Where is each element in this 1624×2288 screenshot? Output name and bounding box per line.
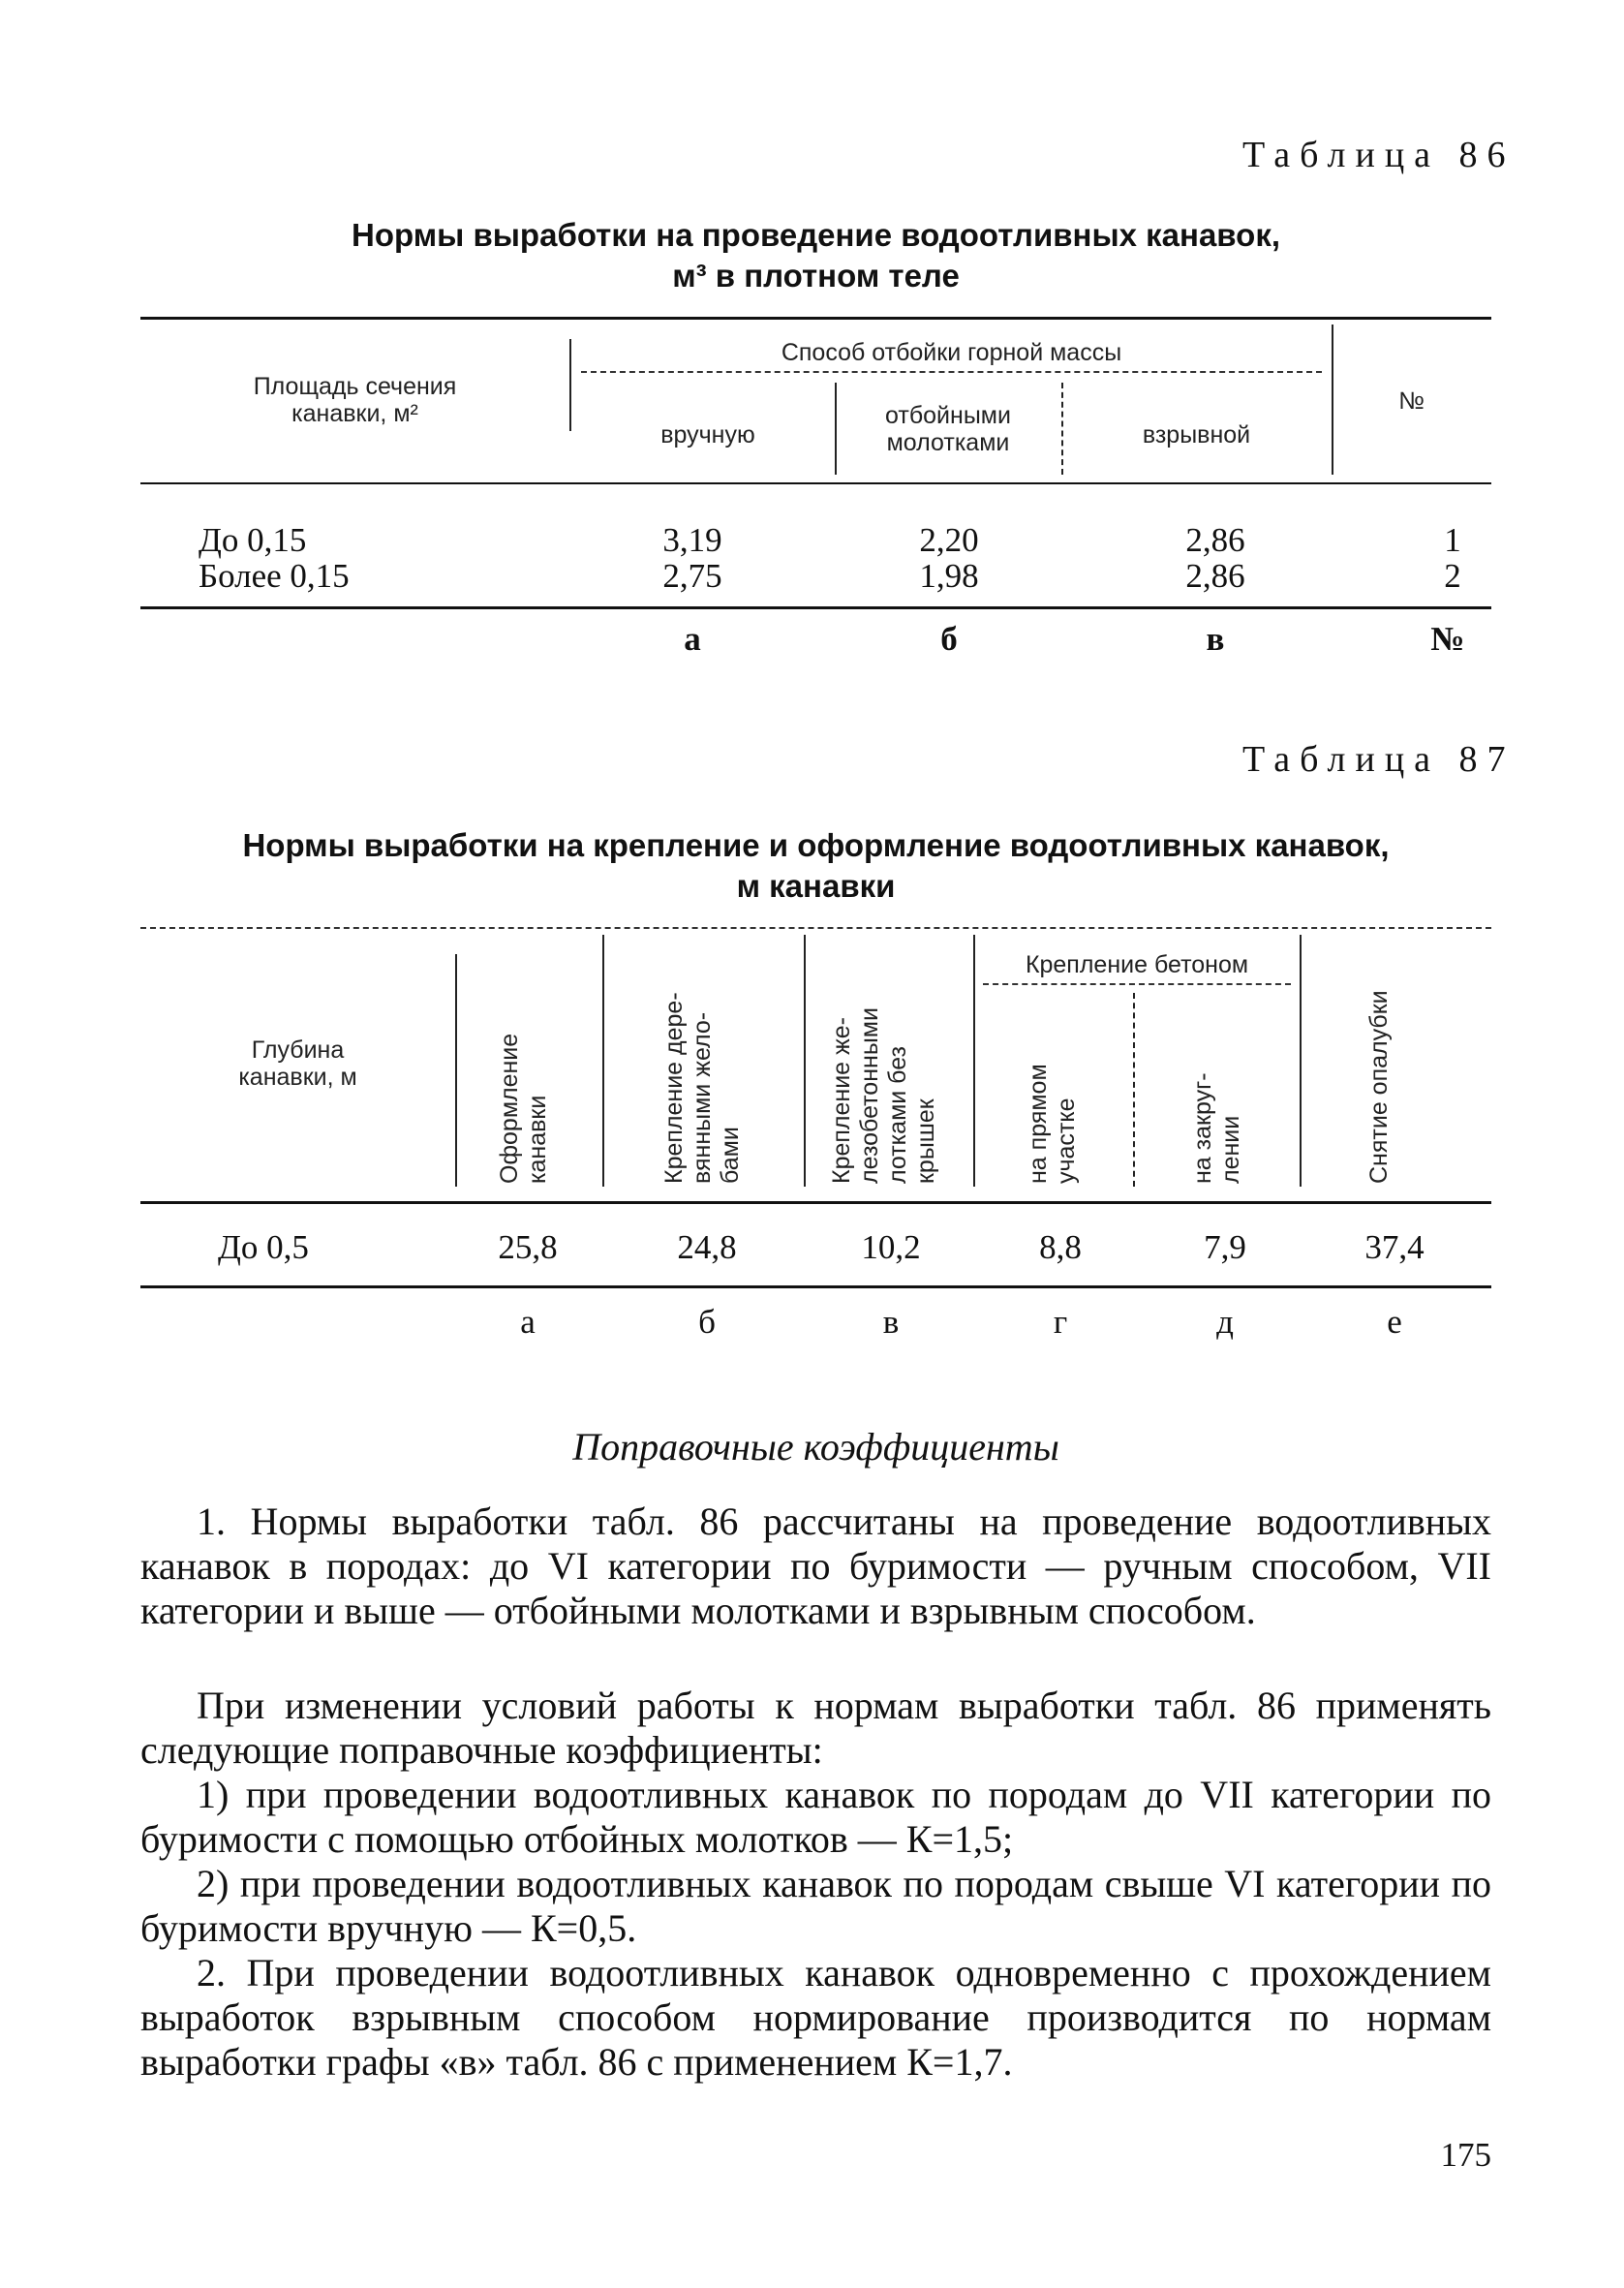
header-col-straight — [1025, 1064, 1081, 1184]
table-87-divider — [1300, 935, 1302, 1187]
table-87-divider — [973, 935, 975, 1187]
table-86-title — [140, 215, 1491, 296]
header-hammers-line2: молотками — [886, 429, 1010, 456]
row-area: Более 0,15 — [199, 557, 350, 595]
header-col-concrete-trays-line4: крышек — [912, 1098, 939, 1184]
corrections-paragraph-3: 2. При проведении водоотливных канавок одновременно с прохождением выработок взрывным способом нормирование производится по нормам выработки графы «в» табл. 86 с применением К=1,7. — [140, 1951, 1491, 2084]
table-87-title-line2: м канавки — [736, 868, 896, 904]
header-col-concrete-trays-line3: лотками без — [884, 1045, 911, 1184]
corrections-item-1: 1) при проведении водоотливных канавок по породам до VII категории по буримости с помощью отбойных молотков — К=1,5; — [140, 1773, 1491, 1861]
header-col-wood-line1: Крепление дере- — [660, 992, 688, 1184]
table-86-title-line2: м³ в плотном теле — [672, 258, 960, 294]
row-straight: 8,8 — [1039, 1228, 1082, 1266]
header-col-curve — [1189, 1072, 1245, 1184]
table-87-label: Таблица 87 — [1242, 739, 1516, 780]
row-depth: До 0,5 — [218, 1228, 309, 1266]
table-86-divider — [569, 339, 571, 431]
header-col-curve-line1: на закруг- — [1189, 1072, 1216, 1184]
footer-col-e: д — [1216, 1303, 1234, 1341]
header-col-curve-line2: лении — [1217, 1115, 1244, 1184]
footer-col-c: в — [882, 1303, 900, 1341]
table-87-group-rule — [983, 983, 1291, 985]
table-86-group-rule — [581, 371, 1322, 373]
header-blast: взрывной — [1142, 421, 1251, 448]
corrections-heading: Поправочные коэффициенты — [572, 1425, 1059, 1469]
corrections-paragraph-1: 1. Нормы выработки табл. 86 рассчитаны на проведение водоотливных канавок в породах: до VI категории по буримости — ручным способом, VII категории и выше — отбойными молотками и взрывным способом. — [140, 1500, 1491, 1632]
corrections-item-2: 2) при проведении водоотливных канавок по породам свыше VI категории по буримости вручную — К=0,5. — [140, 1862, 1491, 1950]
table-87-title-line1: Нормы выработки на крепление и оформление водоотливных канавок, — [242, 827, 1390, 863]
header-col-finish-line1: Оформление — [496, 1033, 523, 1184]
header-hammers-line1: отбойными — [885, 402, 1011, 429]
header-col-concrete-trays-line1: Крепление же- — [828, 1017, 855, 1184]
footer-col-b: б — [698, 1303, 716, 1341]
table-86-title-line1: Нормы выработки на проведение водоотливных канавок, — [351, 217, 1280, 253]
footer-col-c: в — [1206, 620, 1225, 658]
footer-col-num: № — [1430, 620, 1465, 658]
header-col-wood-line2: вянными жело- — [689, 1011, 716, 1184]
footer-col-f: е — [1387, 1303, 1402, 1341]
header-area — [140, 373, 569, 427]
header-hammers — [835, 402, 1061, 456]
page-number: 175 — [1440, 2136, 1491, 2174]
table-87-divider — [455, 954, 457, 1187]
table-87-top-rule — [140, 927, 1491, 929]
header-area-line1: Площадь сечения — [253, 373, 457, 400]
row-blast: 2,86 — [1185, 521, 1245, 559]
table-86-bottom-rule — [140, 606, 1491, 609]
table-87-bottom-rule — [140, 1285, 1491, 1288]
row-blast: 2,86 — [1185, 557, 1245, 595]
table-86-top-rule — [140, 317, 1491, 320]
row-manual: 2,75 — [662, 557, 722, 595]
footer-col-a: а — [684, 620, 701, 658]
footer-col-b: б — [940, 620, 958, 658]
header-col-wood-line3: бами — [717, 1127, 744, 1184]
footer-col-d: г — [1053, 1303, 1068, 1341]
row-hammers: 2,20 — [919, 521, 979, 559]
header-col-concrete-trays-line2: лезобетонными — [856, 1007, 883, 1184]
header-col-wood — [660, 992, 745, 1184]
row-num: 2 — [1444, 557, 1461, 595]
header-depth-line1: Глубина — [251, 1036, 345, 1064]
table-87-divider — [602, 935, 604, 1187]
header-col-finish-line2: канавки — [524, 1095, 551, 1184]
header-depth — [140, 1036, 455, 1091]
header-col-finish — [496, 1034, 552, 1184]
header-area-line2: канавки, м² — [291, 400, 418, 427]
header-num: № — [1398, 387, 1425, 415]
table-87-header-rule — [140, 1201, 1491, 1204]
row-finish: 25,8 — [498, 1228, 558, 1266]
row-hammers: 1,98 — [919, 557, 979, 595]
row-formwork: 37,4 — [1364, 1228, 1425, 1266]
header-depth-line2: канавки, м — [238, 1064, 357, 1091]
header-col-straight-line1: на прямом — [1025, 1064, 1052, 1184]
header-method-group: Способ отбойки горной массы — [781, 339, 1122, 366]
header-col-concrete-trays — [828, 1007, 940, 1184]
table-87-title — [140, 825, 1491, 907]
row-curve: 7,9 — [1204, 1228, 1246, 1266]
header-manual: вручную — [660, 421, 755, 448]
table-87-divider — [804, 935, 806, 1187]
table-86-header-rule — [140, 482, 1491, 484]
table-86-label: Таблица 86 — [1242, 135, 1516, 175]
header-col-formwork — [1365, 990, 1394, 1184]
row-num: 1 — [1444, 521, 1461, 559]
header-col-straight-line2: участке — [1053, 1098, 1080, 1184]
footer-col-a: а — [520, 1303, 536, 1341]
row-manual: 3,19 — [662, 521, 722, 559]
table-87-divider — [1133, 993, 1135, 1187]
row-wood: 24,8 — [677, 1228, 737, 1266]
header-concrete-group: Крепление бетоном — [1025, 951, 1249, 978]
row-concrete-trays: 10,2 — [861, 1228, 921, 1266]
row-area: До 0,15 — [199, 521, 307, 559]
header-col-formwork-line1: Снятие опалубки — [1365, 990, 1393, 1184]
corrections-paragraph-2: При изменении условий работы к нормам выработки табл. 86 применять следующие поправочные коэффициенты: — [140, 1684, 1491, 1772]
